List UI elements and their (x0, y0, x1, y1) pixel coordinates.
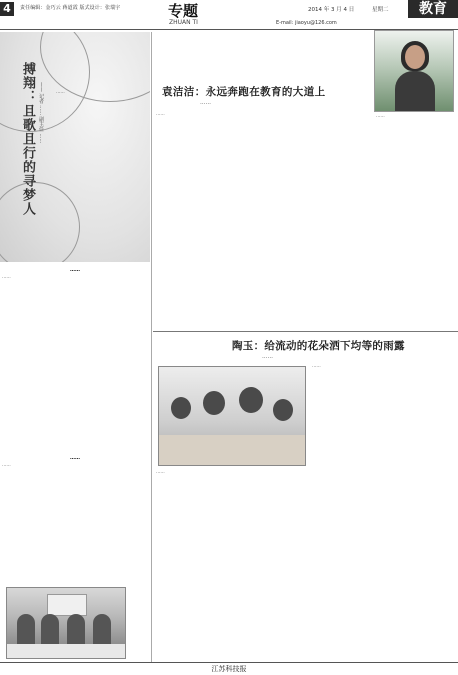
article-title: 陶玉：给流动的花朵洒下均等的雨露 (232, 340, 405, 352)
page-number: 4 (0, 2, 14, 16)
article-separator (153, 331, 458, 332)
masthead: 教育 (408, 0, 458, 18)
section-title-pinyin: ZHUAN TI (169, 19, 198, 26)
article-body: …… (156, 112, 165, 117)
photo-child (203, 391, 225, 415)
column-divider (151, 32, 152, 662)
contact-line: E-mail: jiaoyu@126.com (276, 20, 337, 26)
article-byline: …… (262, 354, 273, 360)
feature-lede: …… (56, 90, 65, 95)
photo-child (171, 397, 191, 419)
article-body: …… (156, 470, 165, 475)
section-title: 专题 (168, 2, 199, 20)
feature-paragraph: …… (2, 463, 11, 468)
feature-paragraph: …… (2, 275, 11, 280)
feature-subhead: …… (70, 267, 80, 273)
photo-table (7, 644, 126, 658)
feature-title: 搏翔：且歌且行的寻梦人 (20, 62, 35, 216)
publication-weekday: 星期二 (372, 7, 389, 13)
feature-subhead: …… (70, 455, 80, 461)
feature-banner (0, 32, 150, 262)
classroom-photo (158, 366, 306, 466)
footer-rule (0, 662, 458, 663)
feature-byline: —— 记者 …… 副主任 …… (38, 82, 44, 144)
editor-credits: 责任编辑：金巧云 蒋道霞 版式设计：张瑞宇 (20, 5, 121, 11)
feature-photo (6, 587, 126, 659)
publication-date: 2014 年 3 月 4 日 (308, 7, 355, 13)
article-body-right: …… (312, 364, 321, 369)
photo-window (47, 594, 87, 616)
photo-child (273, 399, 293, 421)
article-body-side: …… (376, 114, 385, 119)
portrait-photo (374, 30, 454, 112)
portrait-body (395, 71, 435, 112)
article-title: 袁洁洁：永远奔跑在教育的大道上 (162, 86, 326, 98)
feature-body-1 (2, 264, 148, 282)
newspaper-name: 江苏科技报 (211, 665, 247, 673)
left-feature (0, 32, 150, 662)
article-byline: …… (200, 100, 211, 106)
feature-body-2 (2, 452, 148, 470)
photo-desk (159, 435, 306, 465)
photo-teacher (239, 387, 263, 413)
page-header (0, 0, 458, 30)
portrait-face (405, 45, 425, 69)
